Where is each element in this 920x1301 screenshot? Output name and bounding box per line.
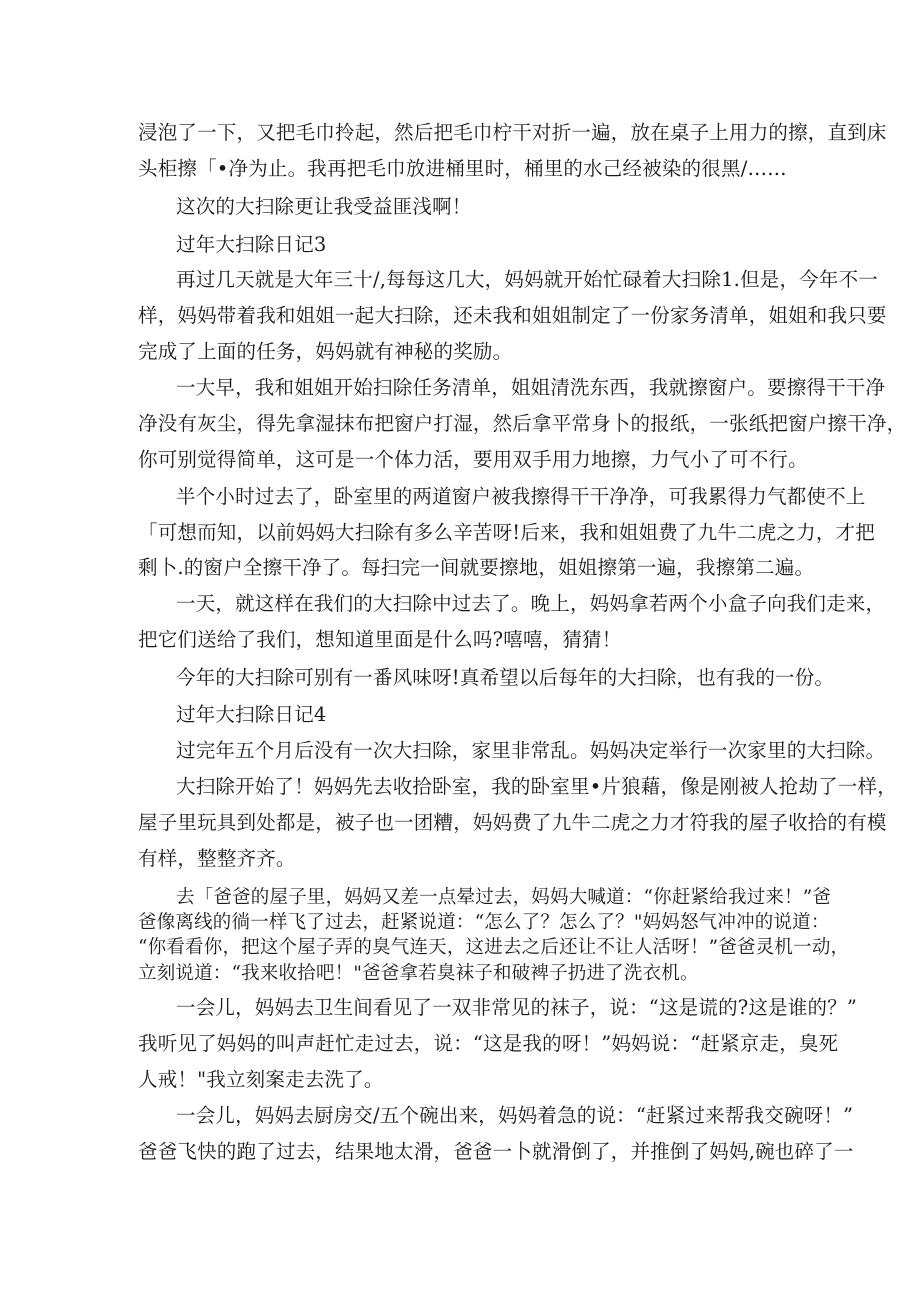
paragraph: 一会儿，妈妈去厨房交/五个碗出来，妈妈着急的说：“赶紧过来帮我交碗呀！” xyxy=(176,1104,854,1127)
text-line: 我听见了妈妈的叫声赶忙走过去，说：“这是我的呀！”妈妈说：“赶紧京走，臭死 xyxy=(138,1032,839,1055)
text-line: 「可想而知，以前妈妈大扫除有多么辛苦呀!后来，我和姐姐费了九牛二虎之力，才把 xyxy=(138,521,875,544)
text-line: 完成了上面的任务，妈妈就有神秘的奖励。 xyxy=(138,340,513,363)
text-line: 爸爸飞快的跑了过去，结果地太滑，爸爸一卜就滑倒了，并推倒了妈妈,碗也碎了一 xyxy=(138,1140,854,1163)
text-line: 净没有灰尘，得先拿湿抹布把窗户打湿，然后拿平常身卜的报纸，一张纸把窗户擦干净， xyxy=(138,412,907,435)
paragraph: 过完年五个月后没有一次大扫除，家里非常乱。妈妈决定举行一次家里的大扫除。 xyxy=(176,739,886,762)
text-line: 屋子里玩具到处都是，被子也一团糟，妈妈费了九牛二虎之力才符我的屋子收拾的有模 xyxy=(138,811,887,834)
paragraph: 一大早，我和姐姐开始扫除任务清单，姐姐清洗东西，我就擦窗户。要擦得干干净 xyxy=(176,376,886,399)
text-line: 样，妈妈带着我和姐姐一起大扫除，还未我和姐姐制定了一份家务清单，姐姐和我只要 xyxy=(138,304,887,327)
paragraph: 今年的大扫除可别有一番风味呀!真希望以后每年的大扫除，也有我的一份。 xyxy=(176,666,835,689)
section-heading: 过年大扫除日记3 xyxy=(176,233,327,256)
text-line: 你可别觉得简单，这可是一个体力活，要用双手用力地擦，力气小了可不行。 xyxy=(138,448,808,471)
text-line: 把它们送给了我们，想知道里面是什么吗?嘻嘻，猜猜！ xyxy=(138,628,622,651)
paragraph: 大扫除开始了！妈妈先去收拾卧室，我的卧室里•片狼藉，像是刚被人抢劫了一样， xyxy=(176,775,897,798)
paragraph: 这次的大扫除更让我受益匪浅啊！ xyxy=(176,195,472,218)
text-line: 浸泡了一下，又把毛巾拎起，然后把毛巾柠干对折一遍，放在桌子上用力的擦，直到床 xyxy=(138,121,887,144)
paragraph: 一会儿，妈妈去卫生间看见了一双非常见的袜子，说：“这是谎的?这是谁的？” xyxy=(176,996,858,1019)
section-heading: 过年大扫除日记4 xyxy=(176,703,327,726)
paragraph: 再过几天就是大年三十/,每每这几大，妈妈就开始忙碌着大扫除1.但是，今年不一 xyxy=(176,268,878,291)
paragraph: 半个小时过去了，卧室里的两道窗户被我擦得干干净净，可我累得力气都使不上 xyxy=(176,485,866,508)
paragraph: 去「爸爸的屋子里，妈妈又差一点晕过去，妈妈大喊道：“你赶紧给我过来！”爸 xyxy=(176,887,832,908)
text-line: 人戒！"我立刻案走去洗了。 xyxy=(138,1068,384,1091)
paragraph: 一天，就这样在我们的大扫除中过去了。晚上，妈妈拿若两个小盒子向我们走来， xyxy=(176,592,886,615)
text-line: 有样，整整齐齐。 xyxy=(138,847,296,870)
text-line: “你看看你，把这个屋子弄的臭气连天，这进去之后还让不让人活呀！”爸爸灵机一动， xyxy=(138,937,850,958)
text-line: 头柜擦「•净为止。我再把毛巾放进桶里时，桶里的水己经被染的很黑/…… xyxy=(138,157,787,180)
text-line: 剩卜.的窗户全擦干净了。每扫完一间就要擦地，姐姐擦第一遍，我擦第二遍。 xyxy=(138,556,815,579)
text-line: 立刻说道：“我来收拾吧！"爸爸拿若臭袜子和破裨子扔进了洗衣机。 xyxy=(138,963,699,984)
text-line: 爸像离线的徜一样飞了过去，赶紧说道：“怎么了？怎么了？"妈妈怒气冲冲的说道： xyxy=(138,912,830,933)
